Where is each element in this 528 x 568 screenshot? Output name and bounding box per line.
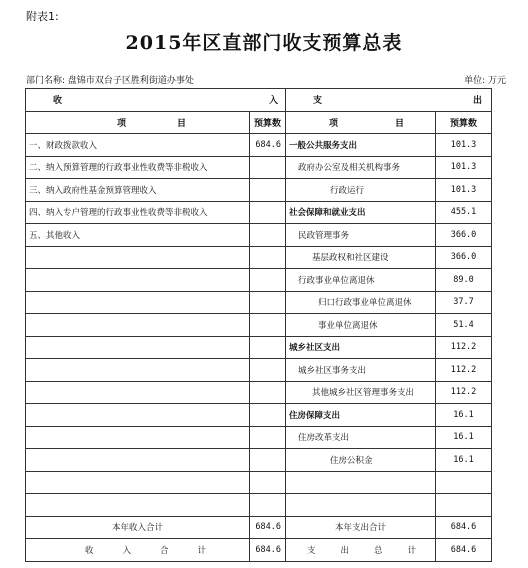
table-row	[26, 426, 492, 449]
income-item-cell: 四、纳入专户管理的行政事业性收费等非税收入	[26, 201, 250, 224]
income-item-cell	[26, 314, 250, 337]
income-item-cell	[26, 426, 250, 449]
expense-amount-cell: 112.2	[436, 381, 492, 404]
expense-amount-cell: 101.3	[436, 179, 492, 202]
expense-amount-cell: 455.1	[436, 201, 492, 224]
table-row	[26, 156, 492, 179]
table-row	[26, 381, 492, 404]
income-section-header	[26, 89, 286, 112]
income-amount-cell	[250, 359, 286, 382]
table-row	[26, 224, 492, 247]
expense-header-right-char: 出	[472, 96, 482, 107]
expense-amount-cell: 37.7	[436, 291, 492, 314]
table-row	[26, 404, 492, 427]
income-amount-cell	[250, 246, 286, 269]
expense-item-cell: 归口行政事业单位离退休	[286, 291, 436, 314]
expense-item-cell: 行政运行	[286, 179, 436, 202]
attachment-label: 附表1:	[26, 10, 59, 23]
income-header-char: 收	[53, 96, 63, 107]
unit-label: 单位: 万元	[464, 76, 506, 86]
income-item-cell: 二、纳入预算管理的行政事业性收费等非税收入	[26, 156, 250, 179]
income-item-cell	[26, 336, 250, 359]
income-amount-cell	[250, 201, 286, 224]
income-budget-header: 预算数	[250, 111, 286, 134]
expense-item-cell: 政府办公室及相关机构事务	[286, 156, 436, 179]
item-header-char-2: 目	[394, 118, 404, 129]
table-row	[26, 134, 492, 157]
expense-item-cell	[286, 471, 436, 494]
income-amount-cell	[250, 381, 286, 404]
expense-item-cell: 住房保障支出	[286, 404, 436, 427]
expense-item-cell: 住房公积金	[286, 449, 436, 472]
item-header-char-2: 目	[176, 118, 186, 129]
expense-item-header	[286, 111, 436, 134]
expense-item-cell: 城乡社区支出	[286, 336, 436, 359]
table-row	[26, 314, 492, 337]
section-header-row	[26, 89, 492, 112]
grand-income-total-amount: 684.6	[250, 539, 286, 562]
expense-budget-header: 预算数	[436, 111, 492, 134]
item-header-char-1: 项	[117, 118, 127, 129]
income-amount-cell	[250, 494, 286, 517]
income-item-cell	[26, 471, 250, 494]
income-item-cell	[26, 291, 250, 314]
year-expense-total-label: 本年支出合计	[286, 516, 436, 539]
expense-amount-cell: 16.1	[436, 426, 492, 449]
grand-income-char: 计	[197, 545, 206, 556]
expense-item-cell: 行政事业单位离退休	[286, 269, 436, 292]
income-amount-cell	[250, 449, 286, 472]
table-row	[26, 179, 492, 202]
income-amount-cell	[250, 426, 286, 449]
expense-amount-cell: 16.1	[436, 449, 492, 472]
income-item-header	[26, 111, 250, 134]
table-row	[26, 201, 492, 224]
income-amount-cell	[250, 404, 286, 427]
expense-amount-cell: 101.3	[436, 134, 492, 157]
expense-amount-cell: 112.2	[436, 336, 492, 359]
income-amount-cell	[250, 224, 286, 247]
income-item-cell	[26, 449, 250, 472]
expense-item-cell: 一般公共服务支出	[286, 134, 436, 157]
year-income-total-label: 本年收入合计	[26, 516, 250, 539]
income-amount-cell: 684.6	[250, 134, 286, 157]
income-item-cell: 一、财政拨款收入	[26, 134, 250, 157]
expense-amount-cell: 366.0	[436, 246, 492, 269]
income-amount-cell	[250, 314, 286, 337]
table-row	[26, 291, 492, 314]
expense-amount-cell: 101.3	[436, 156, 492, 179]
expense-amount-cell	[436, 471, 492, 494]
expense-item-cell: 其他城乡社区管理事务支出	[286, 381, 436, 404]
income-amount-cell	[250, 156, 286, 179]
grand-income-char: 合	[159, 545, 169, 556]
grand-expense-char: 总	[373, 545, 383, 556]
grand-expense-total-label	[286, 539, 436, 562]
income-item-cell	[26, 269, 250, 292]
income-amount-cell	[250, 471, 286, 494]
income-item-cell: 三、纳入政府性基金预算管理收入	[26, 179, 250, 202]
income-amount-cell	[250, 269, 286, 292]
table-row	[26, 449, 492, 472]
table-row	[26, 336, 492, 359]
income-amount-cell	[250, 336, 286, 359]
income-amount-cell	[250, 179, 286, 202]
item-header-char-1: 项	[329, 118, 339, 129]
grand-expense-char: 支	[307, 545, 316, 556]
grand-expense-total-amount: 684.6	[436, 539, 492, 562]
year-total-row	[26, 516, 492, 539]
table-row	[26, 359, 492, 382]
budget-table	[25, 88, 492, 562]
year-income-total-amount: 684.6	[250, 516, 286, 539]
expense-item-cell: 城乡社区事务支出	[286, 359, 436, 382]
income-header-right-char: 入	[268, 96, 278, 107]
expense-item-cell: 社会保障和就业支出	[286, 201, 436, 224]
income-item-cell: 五、其他收入	[26, 224, 250, 247]
department-name: 部门名称: 盘锦市双台子区胜利街道办事处	[26, 76, 194, 86]
table-row	[26, 269, 492, 292]
income-item-cell	[26, 359, 250, 382]
grand-income-char: 收	[85, 545, 94, 556]
table-row	[26, 494, 492, 517]
income-item-cell	[26, 404, 250, 427]
expense-amount-cell: 51.4	[436, 314, 492, 337]
table-row	[26, 471, 492, 494]
expense-item-cell: 事业单位离退休	[286, 314, 436, 337]
expense-amount-cell: 112.2	[436, 359, 492, 382]
year-expense-total-amount: 684.6	[436, 516, 492, 539]
grand-income-char: 入	[122, 545, 131, 556]
grand-expense-char: 计	[407, 545, 416, 556]
grand-income-total-label	[26, 539, 250, 562]
grand-total-row	[26, 539, 492, 562]
expense-item-cell	[286, 494, 436, 517]
expense-amount-cell: 16.1	[436, 404, 492, 427]
income-item-cell	[26, 381, 250, 404]
expense-section-header	[286, 89, 492, 112]
income-amount-cell	[250, 291, 286, 314]
column-header-row	[26, 111, 492, 134]
expense-item-cell: 民政管理事务	[286, 224, 436, 247]
income-item-cell	[26, 494, 250, 517]
expense-amount-cell: 89.0	[436, 269, 492, 292]
expense-amount-cell: 366.0	[436, 224, 492, 247]
page-title: 2015年区直部门收支预算总表	[125, 32, 403, 54]
table-row	[26, 246, 492, 269]
expense-amount-cell	[436, 494, 492, 517]
grand-expense-char: 出	[340, 545, 349, 556]
income-item-cell	[26, 246, 250, 269]
expense-item-cell: 基层政权和社区建设	[286, 246, 436, 269]
expense-header-char: 支	[313, 96, 323, 107]
expense-item-cell: 住房改革支出	[286, 426, 436, 449]
